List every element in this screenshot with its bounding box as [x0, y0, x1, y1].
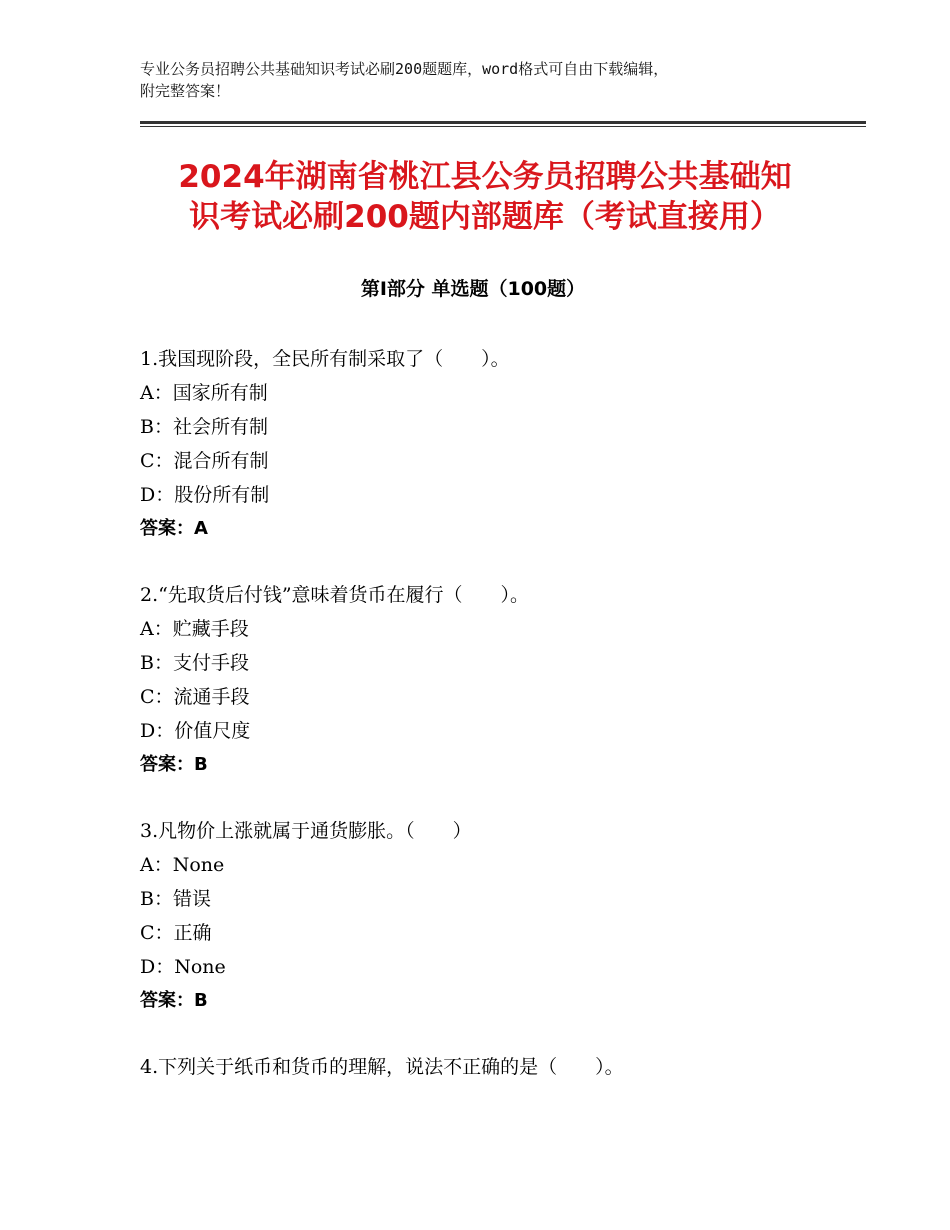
option-d: D：None [140, 956, 226, 978]
question-stem: 1.我国现阶段，全民所有制采取了（ ）。 [140, 348, 510, 370]
question-4 [140, 1052, 840, 1086]
question-stem: 2.“先取货后付钱”意味着货币在履行（ ）。 [140, 584, 530, 606]
document-title-line-1: 2024年湖南省桃江县公务员招聘公共基础知 [178, 159, 792, 195]
header-divider-thin [140, 126, 866, 127]
option-b: B：支付手段 [140, 652, 249, 674]
header-divider-thick [140, 121, 866, 124]
question-3 [140, 816, 840, 1020]
option-b: B：错误 [140, 888, 211, 910]
option-c: C：混合所有制 [140, 450, 269, 472]
answer: 答案：B [140, 754, 208, 775]
question-stem: 4.下列关于纸币和货币的理解，说法不正确的是（ ）。 [140, 1056, 624, 1078]
header-note-line-1: 专业公务员招聘公共基础知识考试必刷200题题库，word格式可自由下载编辑， [140, 60, 669, 78]
option-a: A：None [140, 854, 225, 876]
option-d: D：股份所有制 [140, 484, 270, 506]
option-a: A：国家所有制 [140, 382, 268, 404]
header-note [140, 58, 840, 102]
question-2 [140, 580, 840, 784]
option-d: D：价值尺度 [140, 720, 251, 742]
question-1 [140, 344, 840, 548]
answer: 答案：B [140, 990, 208, 1011]
document-title-line-2: 识考试必刷200题内部题库（考试直接用） [189, 199, 781, 235]
option-c: C：正确 [140, 922, 212, 944]
answer: 答案：A [140, 518, 208, 539]
section-title: 第Ⅰ部分 单选题（100题） [360, 278, 586, 300]
option-b: B：社会所有制 [140, 416, 268, 438]
option-a: A：贮藏手段 [140, 618, 249, 640]
option-c: C：流通手段 [140, 686, 250, 708]
question-stem: 3.凡物价上涨就属于通货膨胀。（ ） [140, 820, 472, 842]
question-list [140, 344, 840, 1118]
header-note-line-2: 附完整答案！ [140, 82, 231, 100]
document-title [140, 157, 830, 237]
